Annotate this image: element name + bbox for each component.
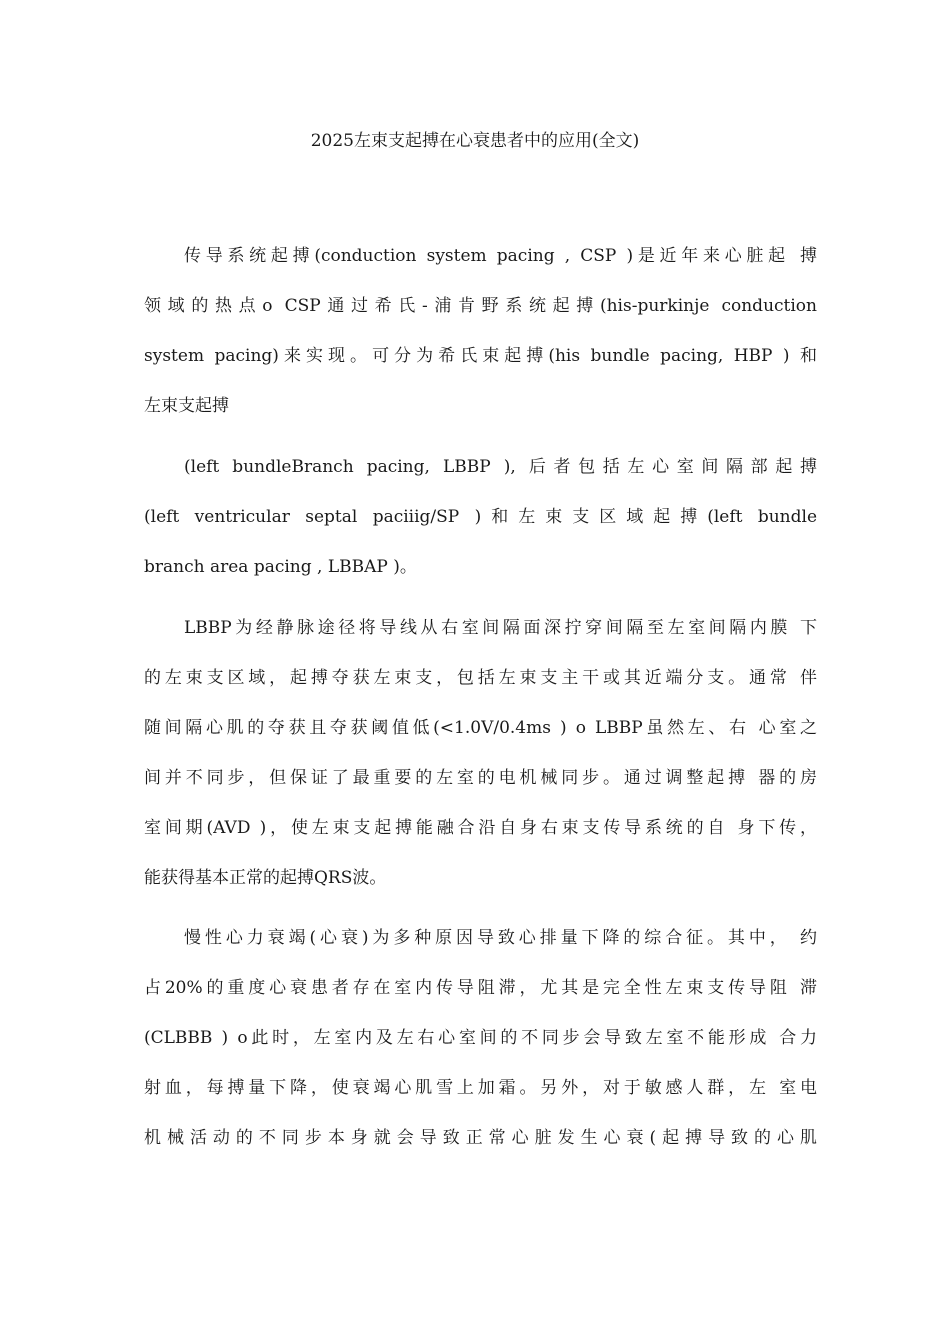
paragraph-1-line-2: 领域的热点o CSP通过希氏-浦肯野系统起搏(his-purkinje conduction	[144, 296, 817, 316]
paragraph-4-line-3: (CLBBB ) o此时，左室内及左右心室间的不同步会导致左室不能形成 合力	[144, 1028, 817, 1048]
paragraph-4-line-2: 占20%的重度心衰患者存在室内传导阻滞，尤其是完全性左束支传导阻 滞	[144, 978, 817, 998]
paragraph-2-line-2: (left ventricular septal paciiig/SP )和左束支区域起搏(left bundle	[144, 507, 817, 527]
paragraph-3-line-4: 间并不同步，但保证了最重要的左室的电机械同步。通过调整起搏 器的房	[144, 768, 817, 788]
paragraph-3-line-5: 室间期(AVD )，使左束支起搏能融合沿自身右束支传导系统的自 身下传，	[144, 818, 817, 838]
paragraph-4-line-1: 慢性心力衰竭(心衰)为多种原因导致心排量下降的综合征。其中， 约	[184, 928, 817, 948]
paragraph-3-line-6: 能获得基本正常的起搏QRS波。	[144, 868, 387, 888]
paragraph-1-line-3: system pacing)来实现。可分为希氏束起搏(his bundle pacing, HBP ) 和	[144, 346, 817, 366]
paragraph-3-line-1: LBBP为经静脉途径将导线从右室间隔面深拧穿间隔至左室间隔内膜 下	[184, 618, 817, 638]
paragraph-3-line-3: 随间隔心肌的夺获且夺获阈值低(<1.0V/0.4ms ) o LBBP虽然左、右 心室之	[144, 718, 817, 738]
document-title: 2025左束支起搏在心衰患者中的应用(全文)	[310, 131, 640, 151]
paragraph-1-line-1: 传导系统起搏(conduction system pacing , CSP )是近年来心脏起 搏	[184, 246, 817, 266]
paragraph-4-line-5: 机械活动的不同步本身就会导致正常心脏发生心衰(起搏导致的心肌	[144, 1128, 817, 1148]
paragraph-2-line-1: (left bundleBranch pacing, LBBP ), 后者包括左心室间隔部起搏	[184, 457, 817, 477]
paragraph-2-line-3: branch area pacing , LBBAP )。	[144, 557, 417, 577]
paragraph-1-line-4: 左束支起搏	[144, 396, 229, 416]
paragraph-3-line-2: 的左束支区域，起搏夺获左束支，包括左束支主干或其近端分支。通常 伴	[144, 668, 817, 688]
paragraph-4-line-4: 射血，每搏量下降，使衰竭心肌雪上加霜。另外，对于敏感人群，左 室电	[144, 1078, 817, 1098]
